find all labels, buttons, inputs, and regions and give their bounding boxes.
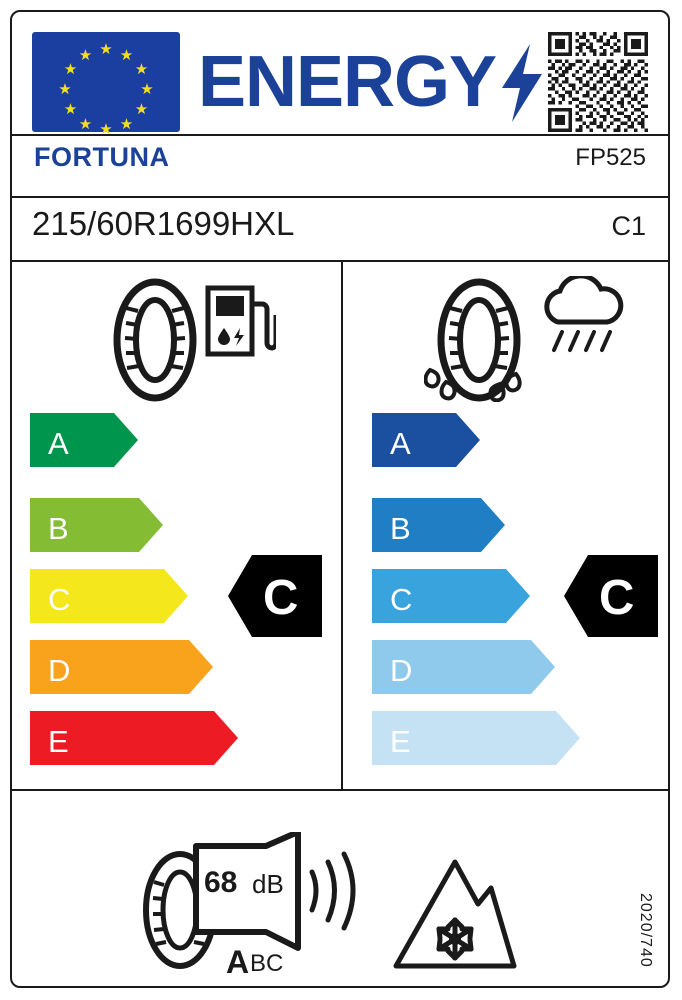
fuel-grade-A [30,413,138,467]
date-code: 2020/740 [637,893,654,968]
vertical-divider [341,262,343,789]
noise-class-rest: BC [250,950,284,977]
three-peak-mountain-snowflake-icon [392,858,518,972]
fuel-pump-icon [204,280,276,360]
rain-cloud-icon [536,276,628,362]
wet-rating-value: C [599,571,635,625]
fuel-rating-value: C [263,571,299,625]
noise-unit: dB [252,869,284,899]
fuel-grade-C-label: C [48,582,71,617]
wet-grade-B-label: B [390,511,411,546]
energy-label-card [10,10,670,988]
model-code: FP525 [575,144,646,171]
divider-grades [12,789,668,791]
divider-header [12,134,668,136]
tyre-icon [100,278,210,402]
page-title: ENERGY [198,42,497,122]
fuel-grade-D-label: D [48,653,71,688]
noise-value: 68 [204,866,238,899]
european-union-flag: ★ ★ ★ ★ ★ ★ ★ ★ ★ ★ ★ ★ [32,32,180,132]
fuel-grade-A-label: A [48,426,69,461]
tyre-wet-icon [424,278,534,402]
wet-grade-A [372,413,480,467]
qr-code [548,32,648,132]
fuel-grade-E-label: E [48,724,69,759]
fuel-grade-B-label: B [48,511,69,546]
lightning-bolt-icon [500,44,544,122]
divider-brand [12,196,668,198]
wet-grade-E-label: E [390,724,411,759]
wet-grade-C-label: C [390,582,413,617]
tyre-class-code: C1 [611,211,646,241]
wet-grade-D-label: D [390,653,413,688]
tyre-size: 215/60R1699HXL [32,205,295,242]
wet-grade-A-label: A [390,426,411,461]
noise-class-active: A [226,944,250,980]
divider-size [12,260,668,262]
brand-name: FORTUNA [34,142,170,172]
label-header [12,12,668,138]
